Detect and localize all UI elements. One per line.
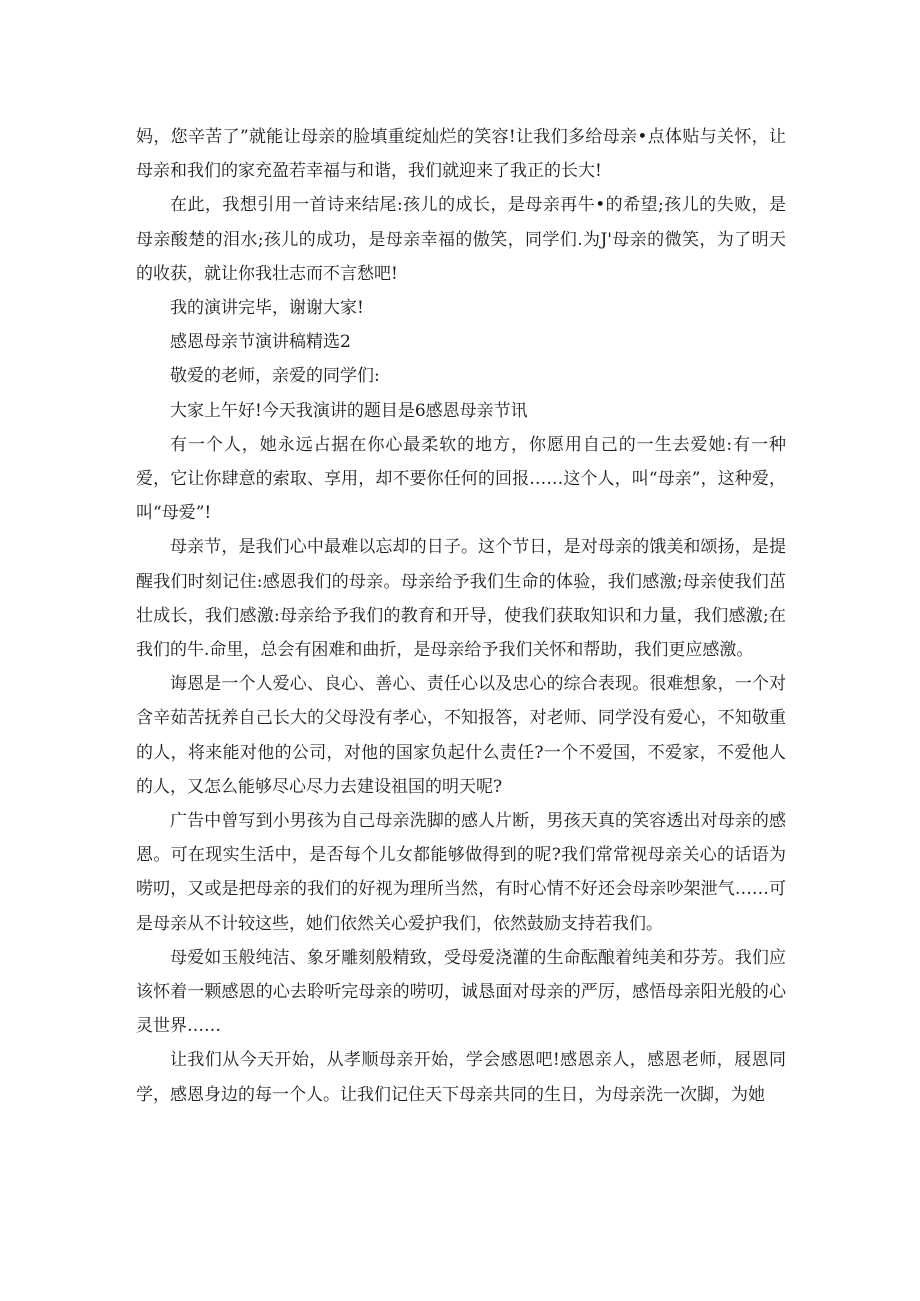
paragraph-3: 有一个人，她永远占据在你心最柔软的地方，你愿用自己的一生去爱她:有一种爱，它让你肆意的索取、享用，却不要你任何的回报……这个人，叫“母亲”，这种爱，叫“母爱”! (136, 434, 786, 524)
paragraph-8: 让我们从今天开始，从孝顺母亲开始，学会感恩吧!感恩亲人，感恩老师，屐恩同学，感恩身边的每一个人。让我们记住天下母亲共同的生日，为母亲洗一次脚，为她 (136, 1050, 786, 1105)
salutation: 敬爱的老师，亲爱的同学们: (170, 366, 380, 387)
paragraph-1: 妈，您辛苦了”就能让母亲的脸填重绽灿烂的笑容!让我们多给母亲•点体贴与关怀，让母亲和我们的家充盈若幸福与和谐，我们就迎来了我正的长大! (136, 127, 786, 182)
paragraph-5: 诲恩是一个人爱心、良心、善心、责任心以及忠心的综合表现。很难想象，一个对含辛茹苦抚养自己长大的父母没有孝心，不知报答，对老师、同学没有爱心，不知敬重的人，将来能对他的公司，对他的国家负起什么责任?一个不爱国，不爱家，不爱他人的人，又怎么能够尽心尽力去建设祖国的明天呢? (136, 674, 786, 797)
greeting: 大家上午好!今天我演讲的题目是6感恩母亲节讯 (170, 400, 528, 421)
paragraph-7: 母爱如玉般纯洁、象牙雕刻般精致，受母爱浇灌的生命酝酿着纯美和芬芳。我们应该怀着一颗感恩的心去聆听完母亲的唠叨，诚恳面对母亲的严厉，感悟母亲阳光般的心灵世界…… (136, 947, 786, 1037)
paragraph-closing: 我的演讲完毕，谢谢大家! (170, 298, 364, 319)
document-body (136, 120, 786, 1112)
paragraph-6: 广告中曾写到小男孩为自己母亲洗脚的感人片断，男孩天真的笑容透出对母亲的感恩。可在现实生活中，是否每个儿女都能够做得到的呢?我们常常视母亲关心的话语为唠叨，又或是把母亲的我们的好视为理所当然，有时心情不好还会母亲吵架泄气……可是母亲从不计较这些，她们依然关心爱护我们，依然鼓励支持若我们。 (136, 811, 786, 934)
section-heading: 感恩母亲节演讲稿精选2 (170, 332, 351, 353)
paragraph-4: 母亲节，是我们心中最难以忘却的日子。这个节日，是对母亲的饿美和颂扬，是提醒我们时刻记住:感恩我们的母亲。母亲给予我们生命的体验，我们感激;母亲使我们茁壮成长，我们感激:母亲给予我们的教育和开导，使我们获取知识和力量，我们感激;在我们的牛.命里，总会有困难和曲折，是母亲给予我们关怀和帮助，我们更应感激。 (136, 537, 786, 661)
paragraph-2: 在此，我想引用一首诗来结尾:孩儿的成长，是母亲再牛•的希望;孩儿的失败，是母亲酸楚的泪水;孩儿的成功，是母亲幸福的傲笑，同学们.为J'母亲的微笑，为了明天的收获，就让你我壮志而不言愁吧! (136, 195, 786, 284)
